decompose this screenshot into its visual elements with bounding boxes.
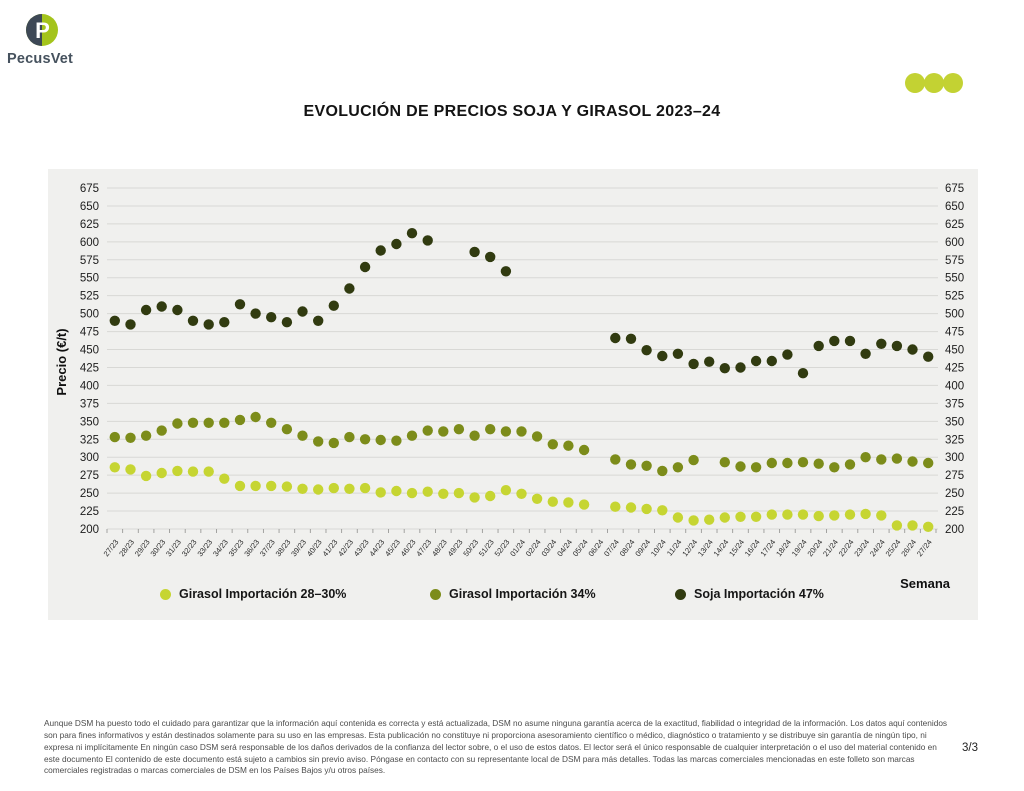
data-point — [610, 454, 620, 464]
x-axis-tick-label: 50/23 — [461, 537, 481, 559]
x-axis-tick-label: 27/24 — [914, 537, 934, 559]
x-axis-tick-label: 38/23 — [273, 537, 293, 559]
data-point — [407, 488, 417, 498]
data-point — [266, 418, 276, 428]
x-axis-tick-label: 10/24 — [649, 537, 668, 559]
data-point — [235, 415, 245, 425]
data-point — [907, 344, 917, 354]
y-axis-tick-label-right: 225 — [945, 506, 965, 519]
x-axis-title: Semana — [900, 576, 950, 591]
legend-label: Girasol Importación 28–30% — [179, 587, 347, 601]
x-axis-tick-label: 05/24 — [570, 537, 590, 559]
data-point — [548, 497, 558, 507]
data-point — [188, 418, 198, 428]
x-axis-tick-label: 20/24 — [805, 537, 825, 559]
page-title: EVOLUCIÓN DE PRECIOS SOJA Y GIRASOL 2023–24 — [303, 102, 721, 120]
data-point — [125, 319, 135, 329]
data-point — [423, 235, 433, 245]
x-axis-tick-label: 45/23 — [383, 537, 402, 559]
data-point — [720, 457, 730, 467]
y-axis-tick-label-right: 675 — [945, 183, 965, 195]
data-point — [563, 441, 573, 451]
y-axis-tick-label-right: 425 — [945, 362, 965, 375]
data-point — [110, 316, 120, 326]
data-point — [829, 462, 839, 472]
y-axis-tick-label-left: 225 — [79, 506, 99, 519]
x-axis-tick-label: 17/24 — [758, 537, 778, 559]
data-point — [767, 356, 777, 366]
data-point — [360, 434, 370, 444]
data-point — [829, 336, 839, 346]
price-evolution-chart — [48, 169, 978, 620]
y-axis-tick-label-right: 400 — [945, 380, 965, 393]
data-point — [454, 488, 464, 498]
y-axis-tick-label-right: 575 — [945, 254, 965, 267]
data-point — [641, 504, 651, 514]
data-point — [892, 520, 902, 530]
x-axis-tick-label: 23/24 — [852, 537, 872, 559]
brand-dots-icon — [903, 71, 973, 95]
data-point — [219, 474, 229, 484]
data-point — [782, 509, 792, 519]
x-axis-tick-label: 42/23 — [336, 537, 356, 559]
data-point — [297, 431, 307, 441]
data-point — [688, 515, 698, 525]
data-point — [845, 459, 855, 469]
data-point — [235, 299, 245, 309]
x-axis-tick-label: 07/24 — [602, 537, 621, 559]
x-axis-tick-label: 31/23 — [164, 537, 183, 559]
data-point — [782, 349, 792, 359]
data-point — [485, 491, 495, 501]
y-axis-tick-label-left: 650 — [79, 200, 99, 213]
x-axis-tick-label: 46/23 — [398, 537, 418, 559]
x-axis-tick-label: 25/24 — [883, 537, 903, 559]
x-axis-tick-label: 30/23 — [148, 537, 168, 559]
y-axis-tick-label-left: 475 — [79, 326, 99, 339]
data-point — [423, 425, 433, 435]
y-axis-tick-label-right: 550 — [945, 272, 965, 285]
data-point — [767, 509, 777, 519]
data-point — [579, 499, 589, 509]
chart-canvas — [48, 169, 978, 620]
data-point — [735, 461, 745, 471]
data-point — [923, 458, 933, 468]
y-axis-tick-label-right: 325 — [945, 434, 965, 447]
y-axis-tick-label-right: 600 — [945, 236, 965, 249]
data-point — [673, 512, 683, 522]
data-point — [845, 509, 855, 519]
data-point — [250, 412, 260, 422]
x-axis-tick-label: 16/24 — [742, 537, 762, 559]
data-point — [157, 468, 167, 478]
x-axis-tick-label: 52/23 — [492, 537, 512, 559]
data-point — [391, 486, 401, 496]
x-axis-tick-label: 24/24 — [868, 537, 887, 559]
data-point — [501, 426, 511, 436]
data-point — [751, 512, 761, 522]
y-axis-tick-label-left: 600 — [79, 236, 99, 249]
data-point — [423, 487, 433, 497]
data-point — [814, 341, 824, 351]
data-point — [876, 510, 886, 520]
data-point — [657, 351, 667, 361]
data-point — [829, 510, 839, 520]
data-point — [219, 317, 229, 327]
x-axis-tick-label: 09/24 — [633, 537, 653, 559]
data-point — [485, 424, 495, 434]
data-point — [907, 456, 917, 466]
y-axis-tick-label-right: 200 — [945, 524, 965, 536]
data-point — [814, 511, 824, 521]
data-point — [438, 426, 448, 436]
y-axis-tick-label-right: 650 — [945, 200, 965, 213]
data-point — [188, 466, 198, 476]
x-axis-tick-label: 48/23 — [430, 537, 449, 559]
data-point — [673, 349, 683, 359]
y-axis-tick-label-left: 375 — [79, 398, 99, 411]
data-point — [172, 466, 182, 476]
y-axis-tick-label-left: 575 — [79, 254, 99, 267]
data-point — [641, 461, 651, 471]
x-axis-tick-label: 35/23 — [226, 537, 246, 559]
x-axis-tick-label: 51/23 — [476, 537, 496, 559]
data-point — [876, 454, 886, 464]
x-axis-tick-label: 12/24 — [680, 537, 700, 559]
data-point — [720, 363, 730, 373]
data-point — [798, 368, 808, 378]
data-point — [673, 462, 683, 472]
data-point — [548, 439, 558, 449]
data-point — [266, 481, 276, 491]
x-axis-tick-label: 36/23 — [242, 537, 262, 559]
x-axis-tick-label: 11/24 — [665, 537, 684, 558]
data-point — [360, 483, 370, 493]
x-axis-tick-label: 04/24 — [555, 537, 575, 559]
data-point — [735, 362, 745, 372]
data-point — [282, 481, 292, 491]
data-point — [110, 462, 120, 472]
data-point — [923, 522, 933, 532]
disclaimer-text: Aunque DSM ha puesto todo el cuidado para garantizar que la información aquí contenida es correcta y está actualizada, DSM no asume ninguna garantía acerca de la exactitud, fiabilidad o integridad de la información. Los datos aquí contenidos son para fines informativos y están destinados solamente para su uso en las empresas. Esta publicación no constituye ni proporciona asesoramiento científico o médico, diagnóstico o tratamiento y se distribuye sin garantía de ningún tipo, ni expresa ni implícitamente En ningún caso DSM será responsable de los daños derivados de la confianza del lector sobre, o el uso de estos datos. El lector será el único responsable de cualquier interpretación o el uso del material contenido en este documento El contenido de este documento está sujeto a cambios sin previo aviso. Póngase en contacto con su representante local de DSM para más detalles. Todas las marcas comerciales mencionadas en este folleto son marcas comerciales registradas o marcas comerciales de DSM en los Países Bajos y/u otros países. — [44, 718, 948, 776]
x-axis-tick-label: 41/23 — [320, 537, 340, 559]
data-point — [610, 333, 620, 343]
data-point — [469, 492, 479, 502]
data-point — [798, 457, 808, 467]
data-point — [610, 502, 620, 512]
data-point — [469, 247, 479, 257]
x-axis-tick-label: 44/23 — [367, 537, 387, 559]
data-point — [313, 484, 323, 494]
data-point — [204, 418, 214, 428]
data-point — [360, 262, 370, 272]
data-point — [125, 433, 135, 443]
data-point — [626, 502, 636, 512]
data-point — [329, 483, 339, 493]
data-point — [266, 312, 276, 322]
data-point — [376, 435, 386, 445]
data-point — [516, 489, 526, 499]
data-point — [141, 305, 151, 315]
data-point — [657, 505, 667, 515]
data-point — [501, 266, 511, 276]
logo-letter: P — [35, 18, 50, 43]
data-point — [657, 466, 667, 476]
legend-label: Soja Importación 47% — [694, 587, 824, 601]
y-axis-tick-label-left: 450 — [79, 344, 99, 357]
y-axis-tick-label-left: 325 — [79, 434, 99, 447]
data-point — [845, 336, 855, 346]
data-point — [704, 515, 714, 525]
data-point — [751, 356, 761, 366]
data-point — [329, 438, 339, 448]
data-point — [923, 352, 933, 362]
data-point — [391, 436, 401, 446]
y-axis-tick-label-left: 425 — [79, 362, 99, 375]
data-point — [485, 252, 495, 262]
data-point — [798, 509, 808, 519]
y-axis-tick-label-left: 525 — [79, 290, 99, 303]
x-axis-tick-label: 43/23 — [351, 537, 371, 559]
y-axis-tick-label-right: 525 — [945, 290, 965, 303]
data-point — [172, 418, 182, 428]
y-axis-title: Precio (€/t) — [54, 328, 69, 396]
data-point — [313, 436, 323, 446]
y-axis-tick-label-right: 250 — [945, 488, 965, 501]
data-point — [751, 462, 761, 472]
data-point — [204, 319, 214, 329]
x-axis-tick-label: 26/24 — [899, 537, 919, 559]
x-axis-tick-label: 14/24 — [711, 537, 731, 559]
data-point — [626, 459, 636, 469]
y-axis-tick-label-left: 275 — [79, 470, 99, 483]
x-axis-tick-label: 49/23 — [445, 537, 465, 559]
data-point — [626, 334, 636, 344]
y-axis-tick-label-right: 375 — [945, 398, 965, 411]
data-point — [110, 432, 120, 442]
data-point — [376, 487, 386, 497]
data-point — [501, 485, 511, 495]
x-axis-tick-label: 08/24 — [617, 537, 637, 559]
data-point — [454, 424, 464, 434]
data-point — [250, 481, 260, 491]
data-point — [125, 464, 135, 474]
y-axis-tick-label-right: 450 — [945, 344, 965, 357]
x-axis-tick-label: 33/23 — [195, 537, 215, 559]
pecusvet-logo-icon — [25, 12, 59, 48]
data-point — [282, 317, 292, 327]
data-point — [892, 453, 902, 463]
data-point — [219, 418, 229, 428]
x-axis-tick-label: 06/24 — [586, 537, 606, 559]
y-axis-tick-label-left: 400 — [79, 380, 99, 393]
x-axis-tick-label: 03/24 — [539, 537, 559, 559]
data-point — [532, 494, 542, 504]
data-point — [563, 497, 573, 507]
data-point — [157, 301, 167, 311]
x-axis-tick-label: 47/23 — [414, 537, 434, 559]
data-point — [782, 458, 792, 468]
x-axis-tick-label: 01/24 — [508, 537, 528, 559]
data-point — [141, 471, 151, 481]
x-axis-tick-label: 15/24 — [727, 537, 747, 559]
x-axis-tick-label: 40/23 — [304, 537, 324, 559]
x-axis-tick-label: 22/24 — [836, 537, 856, 559]
data-point — [172, 305, 182, 315]
data-point — [376, 245, 386, 255]
x-axis-tick-label: 19/24 — [789, 537, 809, 559]
y-axis-tick-label-left: 300 — [79, 452, 99, 465]
data-point — [641, 345, 651, 355]
x-axis-tick-label: 27/23 — [101, 537, 121, 559]
data-point — [297, 306, 307, 316]
data-point — [688, 455, 698, 465]
data-point — [204, 466, 214, 476]
logo-text: PecusVet — [7, 51, 74, 67]
data-point — [688, 359, 698, 369]
y-axis-tick-label-left: 200 — [79, 524, 99, 536]
data-point — [860, 349, 870, 359]
data-point — [735, 512, 745, 522]
legend-label: Girasol Importación 34% — [449, 587, 596, 601]
data-point — [876, 339, 886, 349]
data-point — [407, 228, 417, 238]
data-point — [469, 431, 479, 441]
data-point — [438, 489, 448, 499]
data-point — [141, 431, 151, 441]
data-point — [329, 301, 339, 311]
x-axis-tick-label: 34/23 — [211, 537, 230, 559]
y-axis-tick-label-right: 475 — [945, 326, 965, 339]
page-number: 3/3 — [962, 742, 978, 754]
x-axis-tick-label: 29/23 — [132, 537, 152, 559]
x-axis-tick-label: 39/23 — [289, 537, 309, 559]
x-axis-tick-label: 32/23 — [179, 537, 199, 559]
y-axis-tick-label-right: 350 — [945, 416, 965, 429]
data-point — [516, 426, 526, 436]
data-point — [532, 431, 542, 441]
y-axis-tick-label-right: 275 — [945, 470, 965, 483]
y-axis-tick-label-right: 500 — [945, 308, 965, 321]
data-point — [860, 452, 870, 462]
data-point — [579, 445, 589, 455]
data-point — [297, 484, 307, 494]
data-point — [767, 458, 777, 468]
data-point — [892, 341, 902, 351]
x-axis-tick-label: 18/24 — [774, 537, 793, 559]
y-axis-tick-label-left: 625 — [79, 218, 99, 231]
x-axis-tick-label: 13/24 — [695, 537, 715, 559]
y-axis-tick-label-right: 300 — [945, 452, 965, 465]
data-point — [313, 316, 323, 326]
y-axis-tick-label-left: 250 — [79, 488, 99, 501]
x-axis-tick-label: 28/23 — [117, 537, 137, 559]
data-point — [250, 308, 260, 318]
y-axis-tick-label-right: 625 — [945, 218, 965, 231]
data-point — [720, 512, 730, 522]
y-axis-tick-label-left: 350 — [79, 416, 99, 429]
y-axis-tick-label-left: 675 — [79, 183, 99, 195]
data-point — [344, 484, 354, 494]
x-axis-tick-label: 21/24 — [821, 537, 840, 559]
data-point — [391, 239, 401, 249]
data-point — [188, 316, 198, 326]
data-point — [907, 520, 917, 530]
x-axis-tick-label: 37/23 — [258, 537, 277, 559]
data-point — [235, 481, 245, 491]
data-point — [282, 424, 292, 434]
data-point — [157, 425, 167, 435]
data-point — [704, 357, 714, 367]
y-axis-tick-label-left: 500 — [79, 308, 99, 321]
data-point — [860, 509, 870, 519]
y-axis-tick-label-left: 550 — [79, 272, 99, 285]
data-point — [344, 283, 354, 293]
data-point — [344, 432, 354, 442]
data-point — [814, 459, 824, 469]
x-axis-tick-label: 02/24 — [523, 537, 543, 559]
data-point — [407, 431, 417, 441]
